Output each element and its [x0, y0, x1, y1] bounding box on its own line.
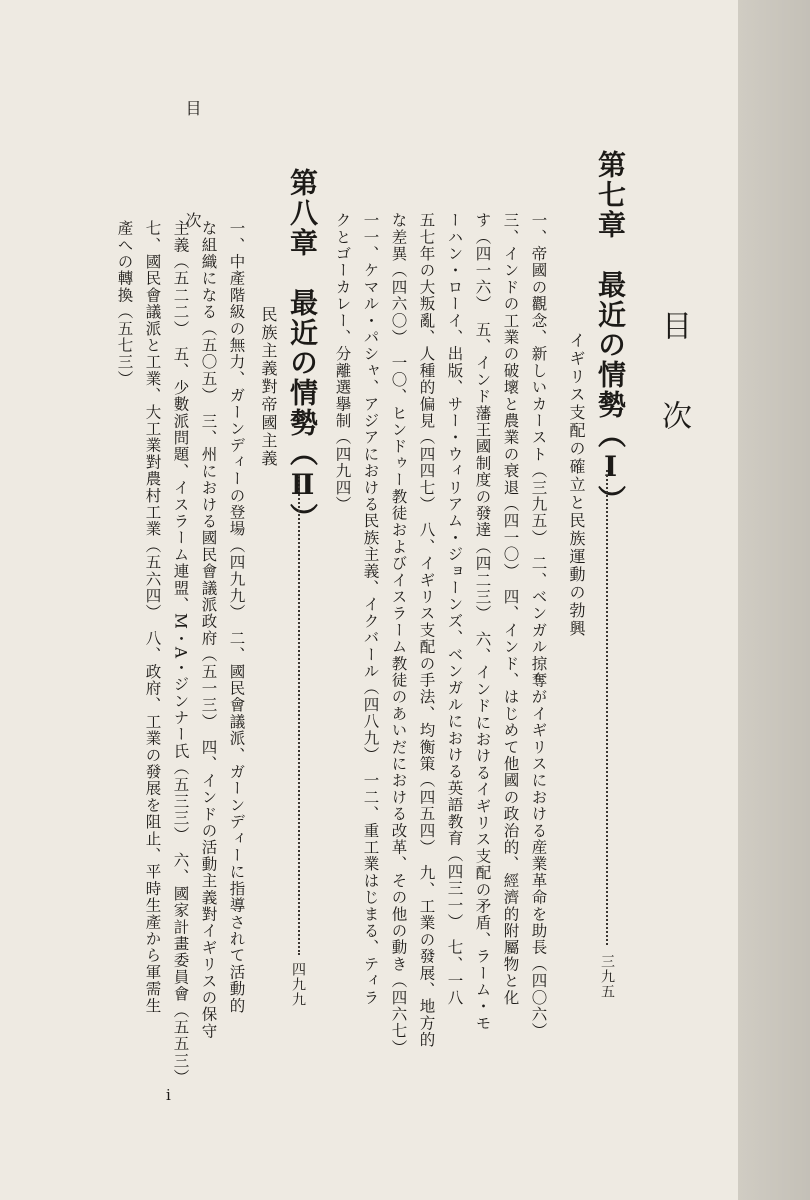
- chapter8-page-number: 四九九: [290, 962, 306, 1007]
- chapter8-line-3: 主義（五二二） 五、少數派問題、イスラーム連盟、M・A・ジンナー氏（五三三） 六、國家計畫委員會（五五三）: [171, 220, 190, 1086]
- chapter7-line-1: 一、帝國の觀念、新しいカースト（三九五） 二、ベンガル掠奪がイギリスにおける産業革命を助長（四〇六）: [529, 212, 548, 1040]
- running-head: 目 次: [183, 100, 202, 268]
- chapter8-subtitle: 民族主義對帝國主義: [259, 306, 278, 468]
- chapter7-subtitle: イギリス支配の確立と民族運動の勃興: [567, 332, 586, 638]
- chapter8-heading: 第八章 最近の情勢（Ⅱ）: [286, 168, 319, 533]
- page-folio: i: [166, 1086, 171, 1104]
- chapter7-line-3: す（四一六） 五、インド藩王國制度の發達（四二三） 六、インドにおけるイギリス支配の矛盾、ラーム・モ: [473, 212, 492, 1032]
- chapter7-line-7: 一一、ケマル・パシャ、アジアにおける民族主義、イクバール（四八九） 一二、重工業はじまる、ティラ: [361, 212, 380, 1006]
- chapter8-leader-dots: [298, 475, 300, 955]
- chapter7-heading: 第七章 最近の情勢（Ⅰ）: [594, 150, 627, 515]
- chapter8-line-5: 產への轉換（五七三）: [115, 220, 134, 387]
- chapter7-line-5: 五七年の大叛亂、人種的偏見（四四七） 八、イギリス支配の手法、均衡策（四五四） 九、工業の發展、地方的: [417, 212, 436, 1049]
- chapter7-page-number: 三九五: [599, 954, 615, 999]
- chapter8-line-1: 一、中產階級の無力、ガーンディーの登場（四九九） 二、國民會議派、ガーンディーに指導されて活動的: [227, 220, 246, 1014]
- chapter7-line-2: 三、インドの工業の破壞と農業の衰退（四一〇） 四、インド、はじめて他國の政治的、經濟的附屬物と化: [501, 212, 520, 1006]
- chapter8-line-4: 七、國民會議派と工業、大工業對農村工業（五六四） 八、政府、工業の發展を阻止、平時生產から軍需生: [143, 220, 162, 1014]
- chapter7-leader-dots: [606, 470, 608, 945]
- chapter8-line-2: な組織になる（五〇五） 三、州における國民會議派政府（五一三） 四、インドの活動主義對イギリスの保守: [199, 220, 218, 1040]
- adjacent-page-edge: [738, 0, 810, 1200]
- chapter7-line-4: ーハン・ローイ、出版、サー・ウィリアム・ジョーンズ、ベンガルにおける英語教育（四三一） 七、一八: [445, 212, 464, 1006]
- chapter7-line-6: な差異（四六〇） 一〇、ヒンドゥー教徒およびイスラーム教徒のあいだにおける改革、その他の動き（四六七）: [389, 212, 408, 1056]
- chapter7-line-8: クとゴーカレー、分離選擧制（四九四）: [333, 212, 352, 513]
- page-title: 目次: [656, 310, 691, 490]
